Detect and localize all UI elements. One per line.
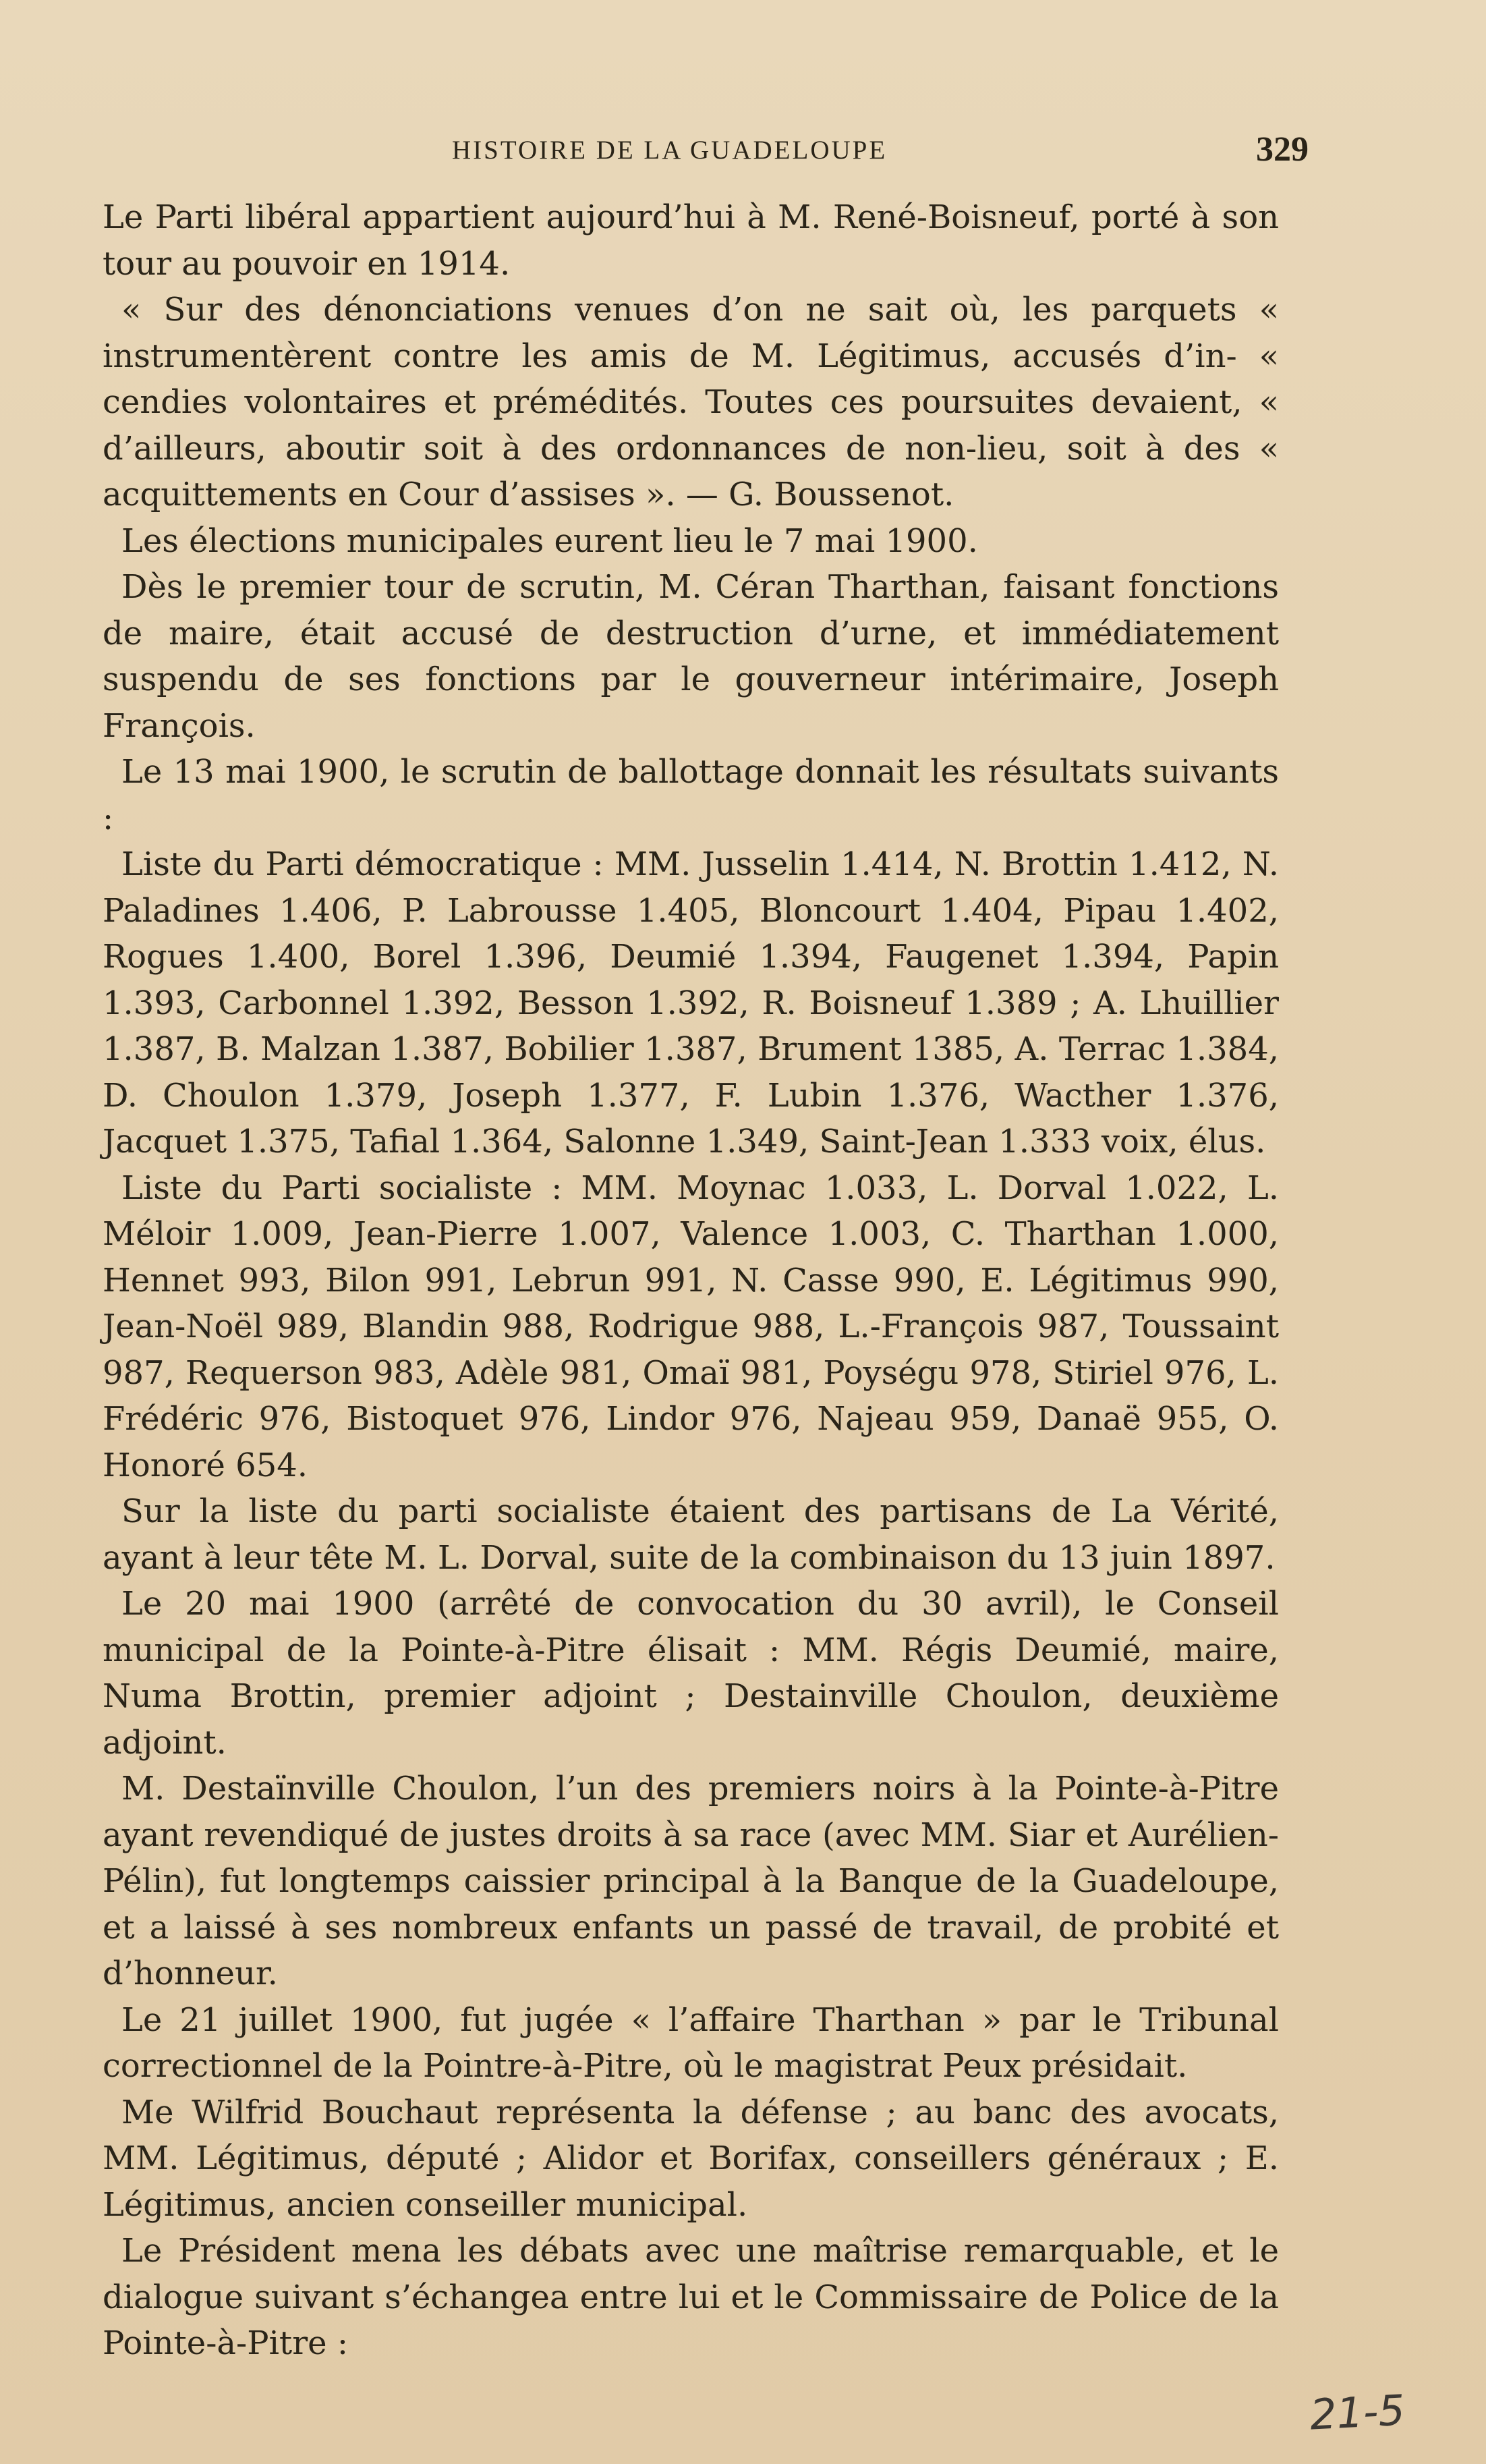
paragraph: Dès le premier tour de scrutin, M. Céran Tharthan, faisant fonctions de maire, était accusé de destruction d’urne, et immédiatement suspendu de ses fonctions par le gouverneur intérimaire, Joseph François. xyxy=(103,568,1279,745)
paragraph: Le 13 mai 1900, le scrutin de ballottage donnait les résultats suivants : xyxy=(103,753,1279,837)
body-text xyxy=(103,194,1279,2367)
handwritten-annotation: 21-5 xyxy=(1309,2385,1406,2440)
quote-paragraph: « Sur des dénonciations venues d’on ne sait où, les parquets « instrumentèrent contre les amis de M. Légitimus, accusés d’in- « cendies volontaires et prémédités. Toutes ces poursuites devaient, « d’ailleurs, aboutir soit à des ordonnances de non-lieu, soit à des « acquittements en Cour d’assises ». — G. Boussenot. xyxy=(103,291,1279,513)
paragraph: Le Président mena les débats avec une maîtrise remarquable, et le dialogue suivant s’échangea entre lui et le Commissaire de Police de la Pointe-à-Pitre : xyxy=(103,2232,1279,2362)
paragraph: Le 20 mai 1900 (arrêté de convocation du 30 avril), le Conseil municipal de la Pointe-à-Pitre élisait : MM. Régis Deumié, maire, Numa Brottin, premier adjoint ; Destainville Choulon, deuxième adjoint. xyxy=(103,1585,1279,1762)
paragraph: Les élections municipales eurent lieu le 7 mai 1900. xyxy=(121,522,978,560)
paragraph: Le Parti libéral appartient aujourd’hui à M. René-Boisneuf, porté à son tour au pouvoir en 1914. xyxy=(103,198,1279,283)
list-paragraph: Liste du Parti socialiste : MM. Moynac 1.033, L. Dorval 1.022, L. Méloir 1.009, Jean-Pierre 1.007, Valence 1.003, C. Tharthan 1.000, Hennet 993, Bilon 991, Lebrun 991, N. Casse 990, E. Légitimus 990, Jean-Noël 989, Blandin 988, Rodrigue 988, L.-François 987, Toussaint 987, Requerson 983, Adèle 981, Omaï 981, Poységu 978, Stiriel 976, L. Frédéric 976, Bistoquet 976, Lindor 976, Najeau 959, Danaë 955, O. Honoré 654. xyxy=(103,1169,1279,1484)
paragraph: Le 21 juillet 1900, fut jugée « l’affaire Tharthan » par le Tribunal correctionnel de la Pointre-à-Pitre, où le magistrat Peux présidait. xyxy=(103,2000,1279,2085)
list-paragraph: Liste du Parti démocratique : MM. Jusselin 1.414, N. Brottin 1.412, N. Paladines 1.406, P. Labrousse 1.405, Bloncourt 1.404, Pipau 1.402, Rogues 1.400, Borel 1.396, Deumié 1.394, Faugenet 1.394, Papin 1.393, Carbonnel 1.392, Besson 1.392, R. Boisneuf 1.389 ; A. Lhuillier 1.387, B. Malzan 1.387, Bobilier 1.387, Brument 1385, A. Terrac 1.384, D. Choulon 1.379, Joseph 1.377, F. Lubin 1.376, Wacther 1.376, Jacquet 1.375, Tafial 1.364, Salonne 1.349, Saint-Jean 1.333 voix, élus. xyxy=(103,845,1279,1160)
page-number: 329 xyxy=(1256,130,1309,169)
paragraph: Me Wilfrid Bouchaut représenta la défense ; au banc des avocats, MM. Légitimus, député ; Alidor et Borifax, conseillers généraux ; E. Légitimus, ancien conseiller municipal. xyxy=(103,2093,1279,2224)
running-title: HISTOIRE DE LA GUADELOUPE xyxy=(452,136,888,165)
paragraph: Sur la liste du parti socialiste étaient des partisans de La Vérité, ayant à leur tête M. L. Dorval, suite de la combinaison du 13 juin 1897. xyxy=(103,1492,1279,1577)
page-header xyxy=(108,130,1309,182)
paragraph: M. Destaïnville Choulon, l’un des premiers noirs à la Pointe-à-Pitre ayant revendiqué de justes droits à sa race (avec MM. Siar et Aurélien-Pélin), fut longtemps caissier principal à la Banque de la Guadeloupe, et a laissé à ses nombreux enfants un passé de travail, de probité et d’honneur. xyxy=(103,1770,1279,1992)
